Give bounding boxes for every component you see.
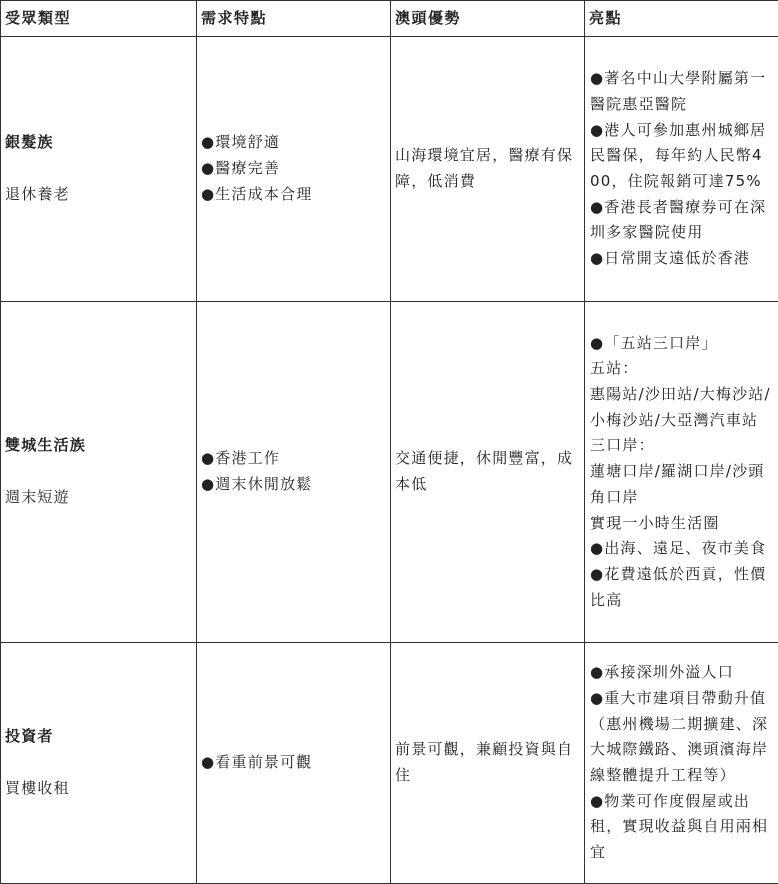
audience-name: 雙城生活族 bbox=[5, 436, 87, 455]
audience-desc: 週末短遊 bbox=[5, 487, 70, 506]
highlights-cell: ●承接深圳外溢人口 ●重大市建項目帶動升值（惠州機場二期擴建、深大城際鐵路、澳頭濱海岸線整體提升工程等） ●物業可作度假屋或出租，實現收益與自用兩相宜 bbox=[585, 643, 778, 884]
advantage-cell: 山海環境宜居，醫療有保障，低消費 bbox=[391, 37, 585, 302]
needs-cell: ●環境舒適 ●醫療完善 ●生活成本合理 bbox=[197, 37, 391, 302]
highlights-cell: ●「五站三口岸」 五站： 惠陽站/沙田站/大梅沙站/小梅沙站/大亞灣汽車站 三口岸： 蓮塘口岸/羅湖口岸/沙頭角口岸 實現一小時生活圈 ●出海、遠足、夜市美食 ●花費遠低於西貢，性價比高 bbox=[585, 302, 778, 643]
header-advantage: 澳頭優勢 bbox=[391, 1, 585, 37]
audience-cell bbox=[1, 643, 197, 884]
header-needs: 需求特點 bbox=[197, 1, 391, 37]
advantage-cell: 交通便捷，休閒豐富，成本低 bbox=[391, 302, 585, 643]
audience-name: 銀髮族 bbox=[5, 133, 54, 152]
needs-cell: ●香港工作 ●週末休閒放鬆 bbox=[197, 302, 391, 643]
table-header-row bbox=[1, 1, 778, 37]
highlights-cell: ●著名中山大學附屬第一醫院惠亞醫院 ●港人可參加惠州城鄉居民醫保，每年約人民幣400，住院報銷可達75% ●香港長者醫療券可在深圳多家醫院使用 ●日常開支遠低於香港 bbox=[585, 37, 778, 302]
audience-cell bbox=[1, 37, 197, 302]
audience-name: 投資者 bbox=[5, 727, 54, 746]
header-highlights: 亮點 bbox=[585, 1, 778, 37]
header-audience-type: 受眾類型 bbox=[1, 1, 197, 37]
table-row bbox=[1, 302, 778, 643]
table-row bbox=[1, 643, 778, 884]
audience-desc: 買樓收租 bbox=[5, 778, 70, 797]
table-row bbox=[1, 37, 778, 302]
needs-cell: ●看重前景可觀 bbox=[197, 643, 391, 884]
audience-cell bbox=[1, 302, 197, 643]
advantage-cell: 前景可觀，兼顧投資與自住 bbox=[391, 643, 585, 884]
audience-desc: 退休養老 bbox=[5, 184, 70, 203]
